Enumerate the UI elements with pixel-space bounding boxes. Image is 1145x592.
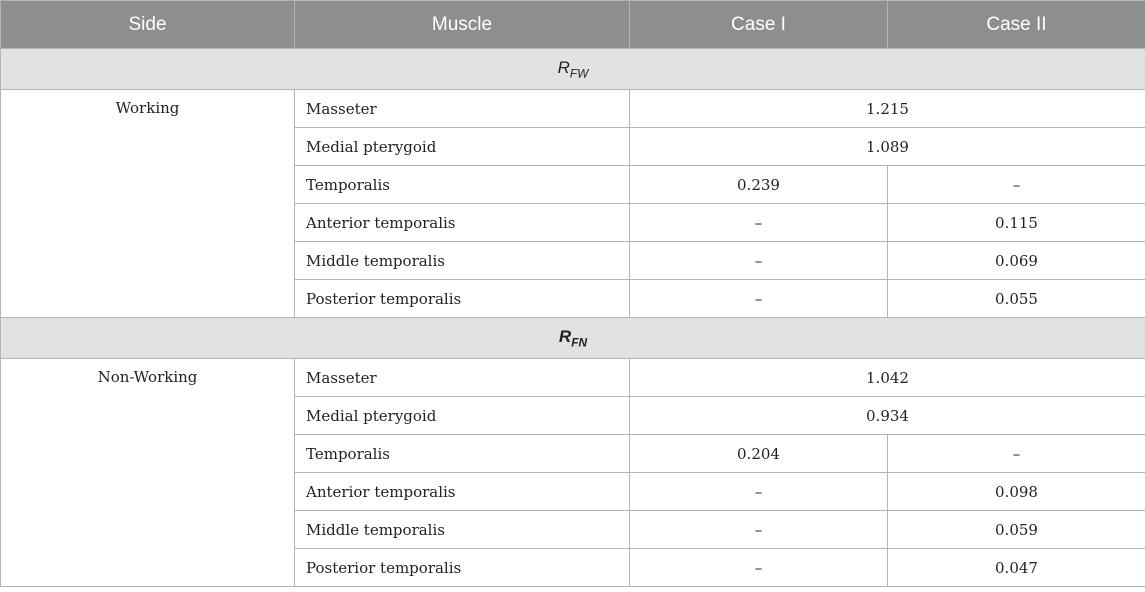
side-working: Working (1, 90, 295, 318)
value-case-2: – (888, 435, 1145, 473)
value-case-2: 0.098 (888, 473, 1145, 511)
value-merged: 1.215 (630, 90, 1145, 128)
value-case-1: 0.204 (630, 435, 888, 473)
muscle-cell: Medial pterygoid (295, 397, 630, 435)
muscle-cell: Posterior temporalis (295, 549, 630, 587)
value-case-1: 0.239 (630, 166, 888, 204)
header-muscle: Muscle (295, 1, 630, 49)
header-case-2: Case II (888, 1, 1145, 49)
value-case-2: 0.047 (888, 549, 1145, 587)
value-case-1: – (630, 473, 888, 511)
muscle-cell: Temporalis (295, 166, 630, 204)
value-merged: 1.089 (630, 128, 1145, 166)
section-row-rfn (1, 318, 1145, 359)
section-label-rfn (1, 318, 1145, 359)
muscle-cell: Posterior temporalis (295, 280, 630, 318)
table-row (1, 359, 1145, 397)
value-case-2: 0.069 (888, 242, 1145, 280)
value-case-2: 0.059 (888, 511, 1145, 549)
muscle-cell: Temporalis (295, 435, 630, 473)
value-case-2: 0.115 (888, 204, 1145, 242)
muscle-cell: Middle temporalis (295, 511, 630, 549)
muscle-cell: Anterior temporalis (295, 204, 630, 242)
rfn-symbol: R (558, 326, 572, 346)
muscle-cell: Medial pterygoid (295, 128, 630, 166)
header-case-1: Case I (630, 1, 888, 49)
muscle-cell: Masseter (295, 359, 630, 397)
value-case-1: – (630, 242, 888, 280)
value-case-2: – (888, 166, 1145, 204)
table-row (1, 90, 1145, 128)
value-merged: 1.042 (630, 359, 1145, 397)
header-row (1, 1, 1145, 49)
muscle-cell: Masseter (295, 90, 630, 128)
section-label-rfw (1, 49, 1145, 90)
value-case-1: – (630, 549, 888, 587)
side-non-working: Non-Working (1, 359, 295, 587)
rfn-subscript: FN (571, 335, 588, 350)
header-side: Side (1, 1, 295, 49)
muscle-cell: Anterior temporalis (295, 473, 630, 511)
value-case-1: – (630, 511, 888, 549)
rfw-symbol: R (557, 57, 570, 77)
value-case-1: – (630, 280, 888, 318)
rfw-subscript: FW (569, 66, 589, 81)
value-case-2: 0.055 (888, 280, 1145, 318)
muscle-cell: Middle temporalis (295, 242, 630, 280)
value-case-1: – (630, 204, 888, 242)
section-row-rfw (1, 49, 1145, 90)
value-merged: 0.934 (630, 397, 1145, 435)
